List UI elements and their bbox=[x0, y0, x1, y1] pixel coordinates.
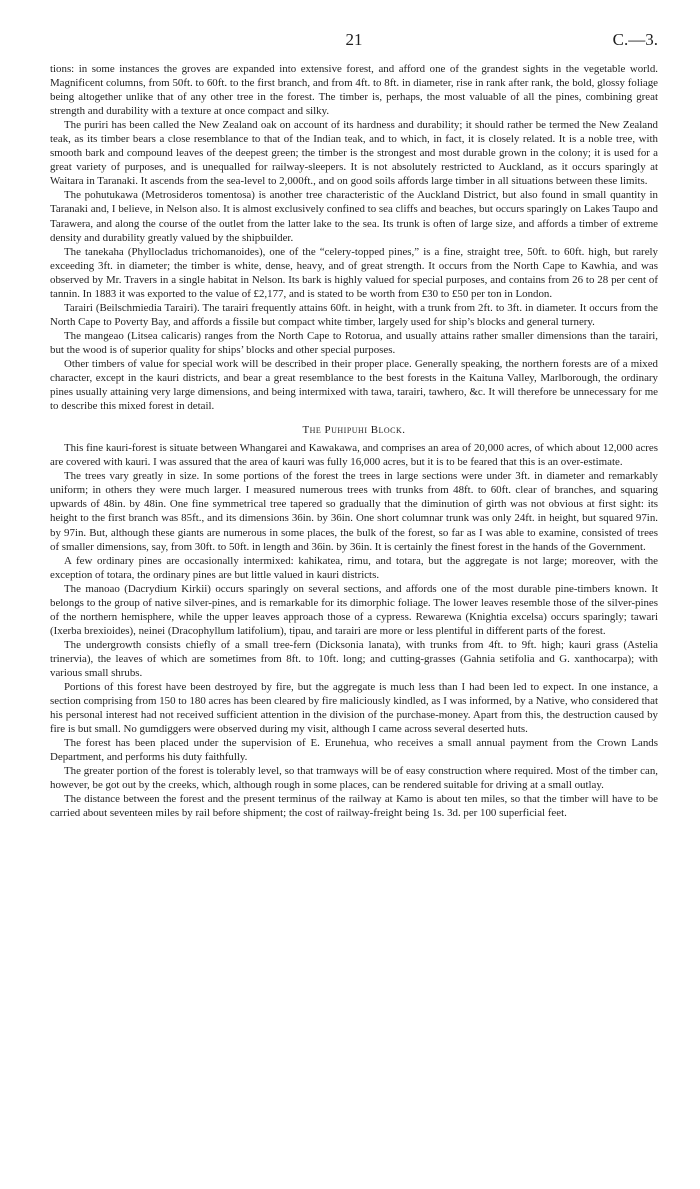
body-text bbox=[50, 62, 658, 820]
paragraph: The manoao (Dacrydium Kirkii) occurs sparingly on several sections, and affords one of the most durable pine-timbers known. It belongs to the group of native silver-pines, and is remarkable for its dimorphic foliage. The lower leaves resemble those of the silver-pines of the northern hemisphere, while the upper leaves approach those of a cypress. Rewarewa (Knightia excelsa) occurs sparingly; tawari (Ixerba brexioides), neinei (Dracophyllum latifolium), tipau, and tarairi are more or less plentiful in different parts of the forest. bbox=[50, 582, 658, 637]
document-page bbox=[50, 30, 658, 820]
paragraph: The pohutukawa (Metrosideros tomentosa) is another tree characteristic of the Auckland District, but also found in small quantity in Taranaki and, I believe, in Nelson also. It is almost exclusively confined to sea cliffs and beaches, but occurs sparingly on Lakes Taupo and Tarawera, and along the course of the outlet from the latter lake to the sea. Its trunk is often of large size, and affords a timber of extreme density and durability greatly valued by the shipbuilder. bbox=[50, 189, 658, 244]
section-heading: The Puhipuhi Block. bbox=[302, 424, 406, 437]
paragraph: The greater portion of the forest is tolerably level, so that tramways will be of easy construction where required. Most of the timber can, however, be got out by the creeks, which, although rough in some places, can be rendered suitable for driving at a small outlay. bbox=[50, 765, 658, 792]
paragraph: The distance between the forest and the present terminus of the railway at Kamo is about ten miles, so that the timber will have to be carried about seventeen miles by rail before shipment; the cost of railway-freight being 1s. 3d. per 100 superficial feet. bbox=[50, 793, 658, 820]
paragraph: Portions of this forest have been destroyed by fire, but the aggregate is much less than I had been led to expect. In one instance, a section comprising from 150 to 180 acres has been cleared by fire maliciously kindled, as I was informed, by a Native, who considered that his personal interest had not received sufficient attention in the division of the purchase-money. Apart from this, the destruction caused by fire is but small. No gumdiggers were observed during my visit, although I came across several deserted huts. bbox=[50, 681, 658, 736]
paragraph: The forest has been placed under the supervision of E. Erunehua, who receives a small annual payment from the Crown Lands Department, and performs his duty faithfully. bbox=[50, 737, 658, 764]
paragraph: The puriri has been called the New Zealand oak on account of its hardness and durability; it should rather be termed the New Zealand teak, as its timber bears a close resemblance to that of the Indian teak, and to which, in fact, it is closely related. It is a noble tree, with smooth bark and compound leaves of the deepest green; the timber is the strongest and most durable grown in the colony; it is used for a great variety of purposes, and is unequalled for railway-sleepers. It is not absolutely restricted to Auckland, as it occurs sparingly at Waitara in Taranaki. It ascends from the sea-level to 2,000ft., and on good soils affords large timber in all situations between these limits. bbox=[50, 119, 658, 188]
paragraph: The tanekaha (Phyllocladus trichomanoides), one of the “celery-topped pines,” is a fine, straight tree, 50ft. to 60ft. high, but rarely exceeding 3ft. in diameter; the timber is white, dense, heavy, and of great strength. It occurs from the North Cape to Kawhia, and was observed by Mr. Travers in a single habitat in Nelson. Its bark is highly valued for special purposes, and contains from 26 to 28 per cent of tannin. In 1883 it was exported to the value of £2,177, and is stated to be worth from £30 to £50 per ton in London. bbox=[50, 245, 658, 300]
page-number: 21 bbox=[345, 30, 363, 49]
paragraph: The trees vary greatly in size. In some portions of the forest the trees in large sections were under 3ft. in diameter and remarkably uniform; in others they were much larger. I measured numerous trees with trunks from 48ft. to 60ft. clear of branches, and squaring upwards of 48in. by 48in. One fine symmetrical tree tapered so gradually that the diminution of girth was not obvious at first sight: its height to the first branch was 85ft., and its dimensions 36in. by 36in. One short columnar trunk was only 24ft. in height, but squared 97in. by 97in. But, although these giants are numerous in some places, the bulk of the forest, so far as I was able to examine, consisted of trees of smaller dimensions, say, from 30ft. to 50ft. in length and 36in. by 36in. It is certainly the finest forest in the hands of the Government. bbox=[50, 470, 658, 553]
paragraph: The mangeao (Litsea calicaris) ranges from the North Cape to Rotorua, and usually attains rather smaller dimensions than the tarairi, but the wood is of superior quality for ships’ blocks and other special purposes. bbox=[50, 329, 658, 356]
paragraph: Other timbers of value for special work will be described in their proper place. Generally speaking, the northern forests are of a mixed character, except in the kauri districts, and bear a great resemblance to the best forests in the Kaituna Valley, Marlborough, the ordinary pines usually attaining very large dimensions, and being intermixed with tawa, tarairi, tawhero, &c. It will therefore be unnecessary for me to describe this mixed forest in detail. bbox=[50, 357, 658, 413]
paragraph: This fine kauri-forest is situate between Whangarei and Kawakawa, and comprises an area of 20,000 acres, of which about 12,000 acres are covered with kauri. I was assured that the area of kauri was fully 16,000 acres, but it is to be feared that this is an over-estimate. bbox=[50, 442, 658, 469]
paragraph: The undergrowth consists chiefly of a small tree-fern (Dicksonia lanata), with trunks from 4ft. to 9ft. high; kauri grass (Astelia trinervia), the leaves of which are sometimes from 8ft. to 10ft. long; and cutting-grasses (Gahnia setifolia and G. xanthocarpa); with various small shrubs. bbox=[50, 638, 658, 679]
page-header bbox=[50, 30, 658, 56]
paragraph: A few ordinary pines are occasionally intermixed: kahikatea, rimu, and totara, but the aggregate is not large; moreover, with the exception of totara, the ordinary pines are but little valued in kauri districts. bbox=[50, 554, 658, 581]
document-reference: C.—3. bbox=[612, 30, 658, 49]
paragraph: Tarairi (Beilschmiedia Tarairi). The tarairi frequently attains 60ft. in height, with a trunk from 2ft. to 3ft. in diameter. It occurs from the North Cape to Poverty Bay, and affords a fissile but compact white timber, largely used for ship’s blocks and general turnery. bbox=[50, 301, 658, 328]
paragraph: tions: in some instances the groves are expanded into extensive forest, and afford one of the grandest sights in the vegetable world. Magnificent columns, from 50ft. to 60ft. to the first branch, and from 4ft. to 8ft. in diameter, rise in rank after rank, the bold, glossy foliage being altogether unlike that of any other tree in the forest. The timber is, perhaps, the most valuable of all the pines, combining great strength and durability with a texture at once compact and silky. bbox=[50, 63, 658, 118]
